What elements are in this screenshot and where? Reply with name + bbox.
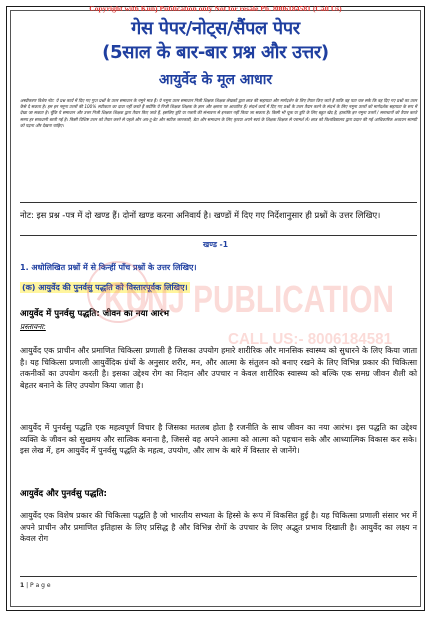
answer-heading: आयुर्वेद में पुनर्वसु पद्धति: जीवन का नया आरंभ xyxy=(20,309,170,319)
paragraph-2: आयुर्वेद में पुनर्वसु पद्धति एक महत्वपूर्ण विचार है जिसका मतलब होता है रजनीति के साथ जीवन का नया आरंभ। इस पद्धति का उद्देश्य व्यक्ति के जीवन को सुखमय और सात्विक बनाना है, जिससे वह अपने आत्मा को आत्मा को पहचान सके और आध्यात्मिक विकास कर सके। इस लेख में, हम आयुर्वेद में पुनर्वसु पद्धति के महत्व, उपयोग, और लाभ के बारे में विस्तार से जानेंगे। xyxy=(20,423,417,456)
page-label: P a g e xyxy=(30,582,51,589)
paragraph-3: आयुर्वेद एक विशेष प्रकार की चिकित्सा पद्धति है जो भारतीय सभ्यता के हिस्से के रूप में विकसित हुई है। यह चिकित्सा प्रणाली संसार भर में अपने प्राचीन और प्रमाणित इतिहास के लिए प्रसिद्ध है और विभिन्न रोगों के उपचार के लिए अद्भुत प्रभाव दिखाती है। आयुर्वेद का लक्ष्य न केवल रोग xyxy=(20,511,417,544)
question-instruction: 1. अधोलिखित प्रश्नों में से किन्हीं पाँच प्रश्नों के उत्तर लिखिए। xyxy=(20,263,197,272)
watermark-phone: CALL US:- 8006184581 xyxy=(228,331,393,348)
copyright-header: Copyright with Kunj Publication only Not for resale Ph. 8006184581 (Call Us) xyxy=(89,4,342,13)
divider-top xyxy=(20,202,417,203)
intro-label: प्रस्तावना: xyxy=(20,322,46,331)
divider-bottom xyxy=(20,235,417,236)
section-title: खण्ड -1 xyxy=(203,240,228,249)
page-subtitle: आयुर्वेद के मूल आधार xyxy=(158,72,273,88)
section-heading-2: आयुर्वेद और पुनर्वसु पद्धति: xyxy=(20,489,107,499)
note-text: नोट: इस प्रश्न -पत्र में दो खण्ड हैं। दोनों खण्ड करना अनिवार्य है। खण्डों में दिए गए निर्देशानुसार ही प्रश्नों के उत्तर लिखिए। xyxy=(20,210,381,220)
page-title-line2: (5साल के बार-बार प्रश्न और उत्तर) xyxy=(102,42,329,63)
page-title: गेस पेपर/नोट्स/सैंपल पेपर xyxy=(131,18,300,39)
page-footer: 1 | P a g e xyxy=(20,582,51,589)
footer-divider xyxy=(20,576,417,577)
watermark-brand: KUNJ PUBLICATION xyxy=(104,279,394,321)
page-number: 1 xyxy=(20,582,25,589)
question-a: (क) आयुर्वेद की पुनर्वसु पद्धति को विस्तारपूर्वक लिखिए। xyxy=(22,283,188,292)
paragraph-1: आयुर्वेद एक प्राचीन और प्रमाणित चिकित्सा प्रणाली है जिसका उपयोग हमारे शारीरिक और मानसिक स्वास्थ्य को सुधारने के लिए किया जाता है। यह चिकित्सा प्रणाली आयुर्वेदिक ग्रंथों के अनुसार शरीर, मन, और आत्मा के संतुलन को बनाए रखने के लिए विभिन्न प्रकार की चिकित्सा तकनीकों का उपयोग करती है। इसका उद्देश्य रोग का निदान और उपचार न केवल शारीरिक स्वास्थ्य को बल्कि एक समग्र जीवन शैली को बेहतर बनाने के लिए उपयोग किया जाता है। xyxy=(20,346,417,390)
disclaimer-text: अस्वीकरण विशेष नोट: ये प्रश्न कार्य में दिए गए गुप्त प्रश्नों के उत्तर समाधान के नमूने मात्र हैं। ये नमूना उत्तर समाधान निजी शिक्षक शिक्षक लेखकों द्वारा छात्र की सहायता और मार्गदर्शन के लिए तैयार किए जाते हैं ताकि वह पता चल सके कि वह दिए गए प्रश्नों का उत्तर कैसे दे सकता है। हम इन नमूना उत्तरों की 100% सटीकता का दावा नहीं करते हैं क्योंकि ये निजी शिक्षक शिक्षक के ज्ञान और क्षमता पर आधारित हैं। संदर्भ कार्य में दिए गए प्रश्नों के उत्तर तैयार करने के संदर्भ के लिए नमूना उत्तरों को मार्गदर्शक सहायता के रूप में देखा जा सकता है। चूँकि ये समाधान और उत्तर निजी शिक्षक शिक्षक द्वारा तैयार किए जाते हैं, इसलिए त्रुटि या गलती की संभावना से इनकार नहीं किया जा सकता है। किसी भी चूक या त्रुटि के लिए बहुत खेद है, हालांकि इन नमूना उत्तरों / समाधानों को तैयार करते समय हर सावधानी बरती गई है। किसी विशिष्ट उत्तर को तैयार करने से पहले और अप-टू-डेट और सटीक जानकारी, डेटा और समाधान के लिए कृपया अपने स्वयं के शिक्षक शिक्षक से परामर्श लें। छात्र को विश्वविद्यालय द्वारा प्रदान की गई आधिकारिक अध्ययन सामग्री को पढ़ना और देखना चाहिए। xyxy=(20,98,417,128)
